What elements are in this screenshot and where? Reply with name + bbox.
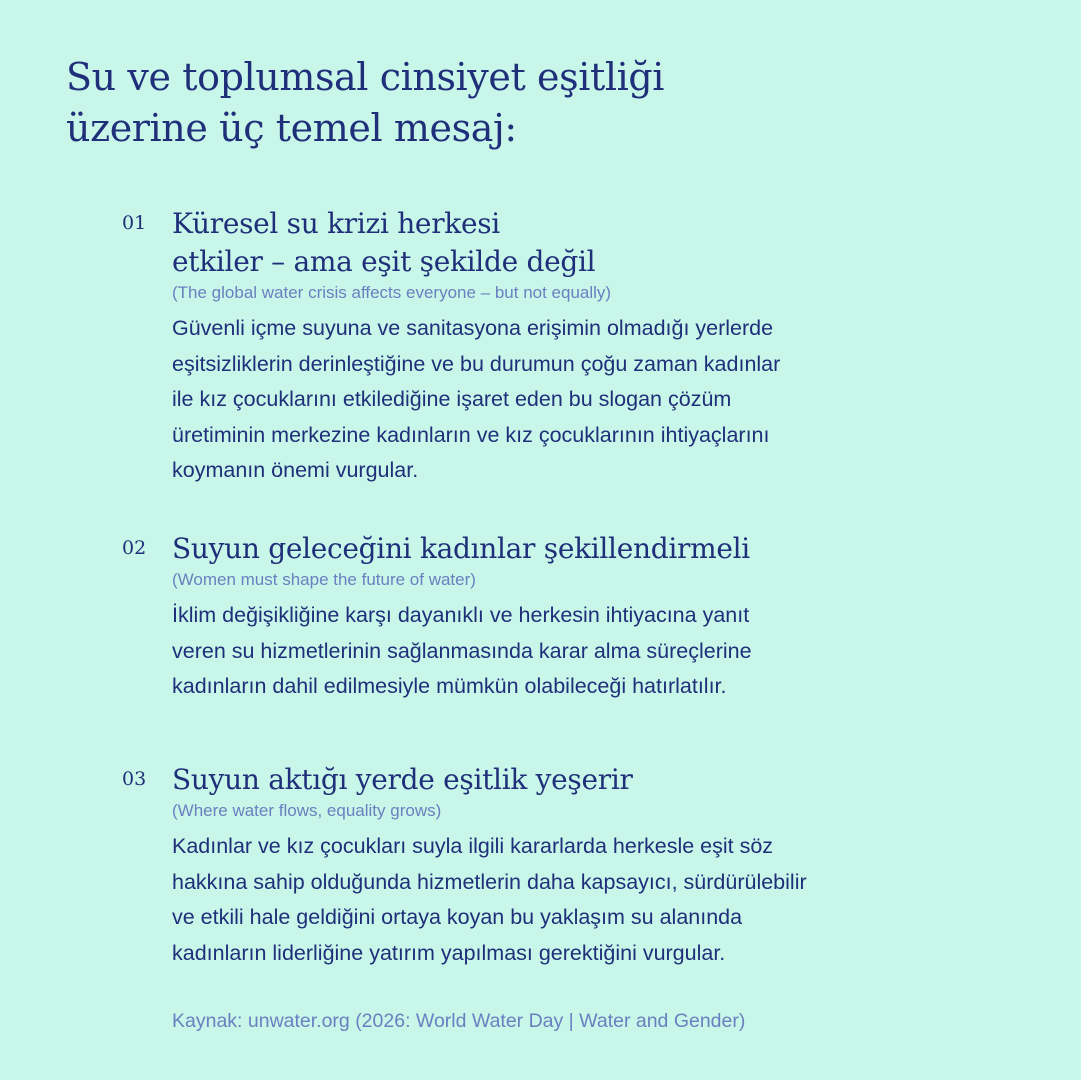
body-line: kadınların dahil edilmesiyle mümkün olabileceği hatırlatılır. bbox=[172, 674, 727, 698]
source-citation: Kaynak: unwater.org (2026: World Water Day | Water and Gender) bbox=[172, 1010, 746, 1032]
message-translation: (The global water crisis affects everyone – but not equally) bbox=[172, 283, 612, 302]
message-number: 02 bbox=[122, 537, 147, 559]
title-line-1: Su ve toplumsal cinsiyet eşitliği bbox=[66, 55, 665, 99]
message-heading bbox=[172, 761, 1002, 799]
message-number: 01 bbox=[122, 212, 147, 234]
heading-line: etkiler – ama eşit şekilde değil bbox=[172, 245, 596, 278]
heading-line: Suyun aktığı yerde eşitlik yeşerir bbox=[172, 763, 633, 796]
body-line: eşitsizliklerin derinleştiğine ve bu durumun çoğu zaman kadınlar bbox=[172, 351, 781, 376]
message-heading bbox=[172, 530, 1002, 568]
message-body bbox=[172, 598, 1002, 705]
page-title bbox=[66, 52, 664, 154]
heading-line: Küresel su krizi herkesi bbox=[172, 207, 500, 240]
body-line: ve etkili hale geldiğini ortaya koyan bu yaklaşım su alanında bbox=[172, 905, 743, 929]
message-01 bbox=[122, 205, 1002, 489]
body-line: kadınların liderliğine yatırım yapılması gerektiğini vurgular. bbox=[172, 940, 726, 965]
body-line: İklim değişikliğine karşı dayanıklı ve herkesin ihtiyacına yanıt bbox=[172, 603, 750, 627]
body-line: üretiminin merkezine kadınların ve kız çocuklarının ihtiyaçlarını bbox=[172, 422, 770, 447]
title-line-2: üzerine üç temel mesaj: bbox=[66, 106, 517, 150]
message-heading bbox=[172, 205, 1002, 281]
message-02 bbox=[122, 530, 1002, 705]
body-line: Kadınlar ve kız çocukları suyla ilgili kararlarda herkesle eşit söz bbox=[172, 834, 774, 858]
body-line: Güvenli içme suyuna ve sanitasyona erişimin olmadığı yerlerde bbox=[172, 316, 774, 340]
body-line: ile kız çocuklarını etkilediğine işaret eden bu slogan çözüm bbox=[172, 387, 732, 411]
body-line: veren su hizmetlerinin sağlanmasında karar alma süreçlerine bbox=[172, 638, 752, 663]
message-translation: (Where water flows, equality grows) bbox=[172, 801, 442, 820]
message-03 bbox=[122, 761, 1002, 971]
message-number: 03 bbox=[122, 768, 147, 790]
body-line: koymanın önemi vurgular. bbox=[172, 458, 419, 482]
message-body bbox=[172, 311, 1002, 489]
body-line: hakkına sahip olduğunda hizmetlerin daha kapsayıcı, sürdürülebilir bbox=[172, 869, 807, 894]
message-translation: (Women must shape the future of water) bbox=[172, 570, 476, 589]
message-body bbox=[172, 829, 1002, 971]
heading-line: Suyun geleceğini kadınlar şekillendirmeli bbox=[172, 532, 750, 565]
